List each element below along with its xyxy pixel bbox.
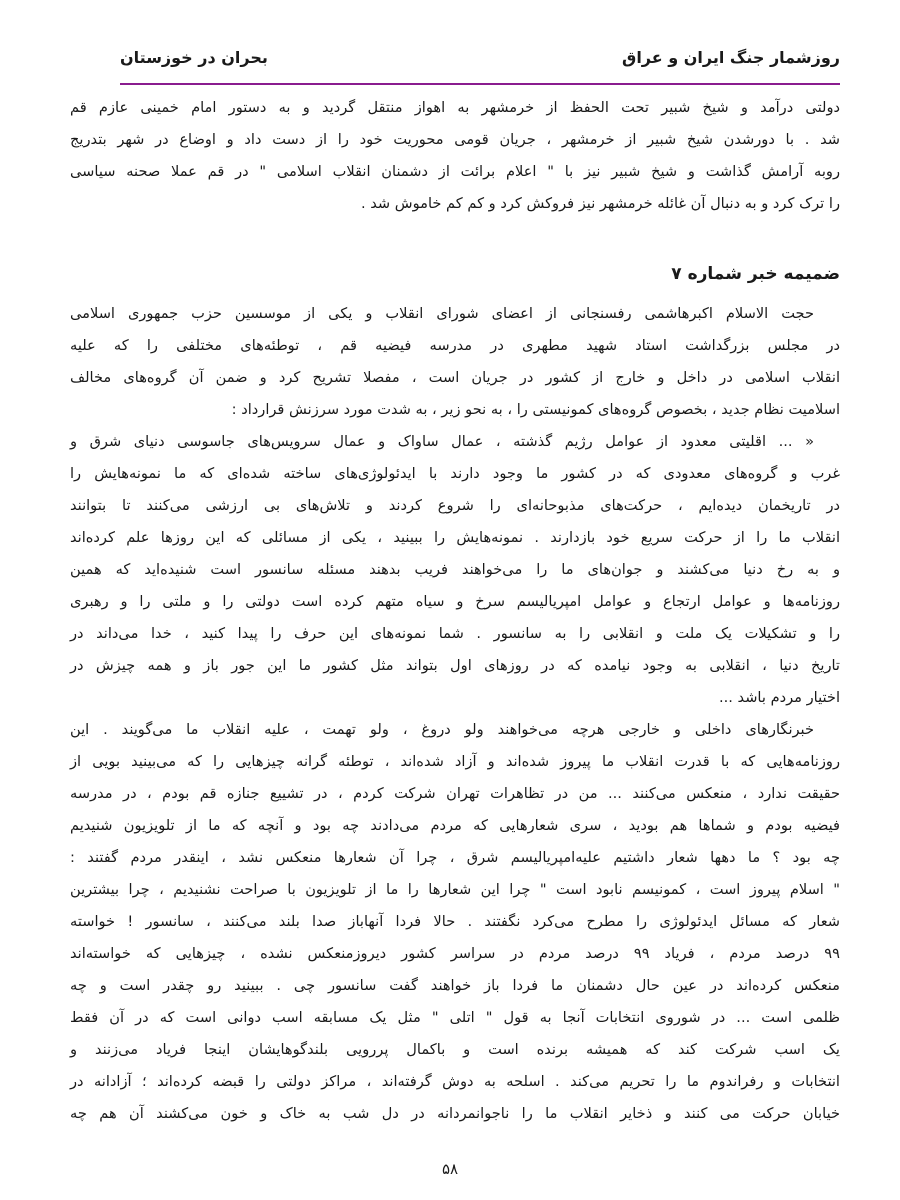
text-line: اسلامیت نظام جدید ، بخصوص گروه‌های کمونیستی را ، به نحو زیر ، به شدت مورد سرزنش قرارداد : bbox=[231, 401, 840, 418]
text-line: ۹۹ درصد مردم ، فریاد ۹۹ درصد مردم در سراسر کشور دیروزمنعکس نشده ، چیزهایی که خواسته‌اند bbox=[70, 945, 840, 962]
text-line: انقلاب اسلامی در داخل و خارج از کشور در جریان است ، مفصلا تشریح کرد و ضمن آن گروه‌های مخالف bbox=[70, 369, 840, 386]
paragraph-4 bbox=[70, 714, 840, 1130]
text-line: چه بود ؟ ما دهها شعار داشتیم علیه‌امپریالیسم شرق ، چرا آن شعارها منعکس نشد ، اینقدر مردم گفتند : bbox=[70, 849, 840, 866]
text-line: حجت الاسلام اکبرهاشمی رفسنجانی از اعضای شورای انقلاب و یکی از موسسین حزب جمهوری اسلامی bbox=[70, 305, 814, 322]
text-line: را و تشکیلات یک ملت و انقلابی را به سانسور . شما نمونه‌های این حرف را پیدا کنید ، خدا می‌داند در bbox=[70, 625, 840, 642]
text-line: در تاریخمان دیده‌ایم ، حرکت‌های مذبوحانه‌ای را شروع کردند و تلاش‌های بی ارزشی می‌کنند تا بتوانند bbox=[70, 497, 840, 514]
paragraph-1 bbox=[70, 92, 840, 220]
running-header bbox=[120, 48, 840, 78]
section-heading: ضمیمه خبر شماره ۷ bbox=[671, 264, 840, 284]
text-line: دولتی درآمد و شیخ شبیر تحت الحفظ از خرمشهر به اهواز منتقل گردید و به دستور امام خمینی عازم قم bbox=[70, 99, 840, 116]
body-text bbox=[70, 92, 840, 1130]
chapter-title: بحران در خوزستان bbox=[120, 48, 268, 67]
text-line: تاریخ دنیا ، انقلابی به وجود نیامده که در روزهای اول بتواند مثل کشور ما این جور باز و همه چیزش در bbox=[70, 657, 840, 674]
text-line: شد . با دورشدن شیخ شبیر از خرمشهر ، جریان قومی محوریت خود را از دست داد و اوضاع در شهر بتدریج bbox=[70, 131, 840, 148]
text-line: یک اسب شرکت کند که همیشه برنده است و باکمال پررویی بلندگوهایشان اینجا فریاد می‌زنند و bbox=[70, 1041, 840, 1058]
paragraph-2 bbox=[70, 298, 840, 426]
text-line: غرب و گروه‌های معدودی که در کشور ما وجود دارند با ایدئولوژی‌های ساخته شده‌ای که ما نمونه‌هایش را bbox=[70, 465, 840, 482]
text-line: روبه آرامش گذاشت و شیخ شبیر نیز با " اعلام برائت از دشمنان انقلاب اسلامی " در قم عملا صحنه سیاسی bbox=[70, 163, 840, 180]
text-line: روزنامه‌ها و عوامل ارتجاع و عوامل امپریالیسم سرخ و سیاه متهم کرده است دولتی را و ملتی را و رهبری bbox=[70, 593, 840, 610]
text-line: انتخابات و رفراندوم ما را تحریم می‌کند . اسلحه به دوش گرفته‌اند ، مراکز دولتی را قبضه کرده‌اند ؛ آزادانه در bbox=[70, 1073, 840, 1090]
page-number: ۵۸ bbox=[441, 1160, 459, 1178]
book-title: روزشمار جنگ ایران و عراق bbox=[622, 48, 840, 67]
text-line: شعار که مسائل ایدئولوژی را مطرح می‌کرد نگفتند . حالا فردا آنهاباز صدا بلند می‌کنند ، سانسور ! خواسته bbox=[70, 913, 840, 930]
text-line: روزنامه‌هایی که با قدرت انقلاب ما پیروز شده‌اند و آزاد شده‌اند ، توطئه گرانه چیزهایی را که می‌بینید بویی از bbox=[70, 753, 840, 770]
text-line: « ... اقلیتی معدود از عوامل رژیم گذشته ، عمال ساواک و عمال سرویس‌های جاسوسی دنیای شرق و bbox=[70, 433, 814, 450]
text-line: خبرنگارهای داخلی و خارجی هرچه می‌خواهند ولو دروغ ، ولو تهمت ، علیه انقلاب ما می‌گویند . این bbox=[70, 721, 814, 738]
text-line: اختیار مردم باشد ... bbox=[718, 689, 840, 706]
text-line: و به رخ دنیا می‌کشند و جوان‌های ما را می‌خواهند فریب بدهند مسئله سانسور است شنیده‌اید که همین bbox=[70, 561, 840, 578]
text-line: حقیقت ندارد ، منعکس می‌کنند ... من در تظاهرات تهران شرکت کردم ، در تشییع جنازه قم بودم ، در مدرسه bbox=[70, 785, 840, 802]
text-line: را ترک کرد و به دنبال آن غائله خرمشهر نیز فروکش کرد و کم کم خاموش شد . bbox=[360, 195, 840, 212]
text-line: در مجلس بزرگداشت استاد شهید مطهری در مدرسه فیضیه قم ، توطئه‌های مختلفی را که علیه bbox=[70, 337, 840, 354]
text-line: منعکس کرده‌اند در عین حال دشمنان ما فردا باز خواهند گفت سانسور چی . ببینید رو چقدر است و چه bbox=[70, 977, 840, 994]
text-line: فیضیه بودم و شماها هم بودید ، سری شعارهایی که مردم می‌دادند چه بود و آنچه که ما از تلویزیون شنیدیم bbox=[70, 817, 840, 834]
text-line: خیابان حرکت می کنند و ذخایر انقلاب ما را ناجوانمردانه در دل شب به خاک و خون می‌کشند آن هم چه bbox=[70, 1105, 840, 1122]
text-line: انقلاب ما را از حرکت سریع خود بازدارند . نمونه‌هایش را ببینید ، یکی از مسائلی که این روزها علم کرده‌اند bbox=[70, 529, 840, 546]
header-divider bbox=[120, 83, 840, 85]
text-line: " اسلام پیروز است ، کمونیسم نابود است " چرا این شعارها را ما از تلویزیون با صراحت نشنیدیم ، چرا بیشترین bbox=[70, 881, 840, 898]
text-line: ظلمی است ... در شوروی انتخابات آنجا به قول " اتلی " مثل یک مسابقه اسب دوانی است که در آن فقط bbox=[70, 1009, 840, 1026]
quote-paragraph bbox=[70, 426, 840, 714]
